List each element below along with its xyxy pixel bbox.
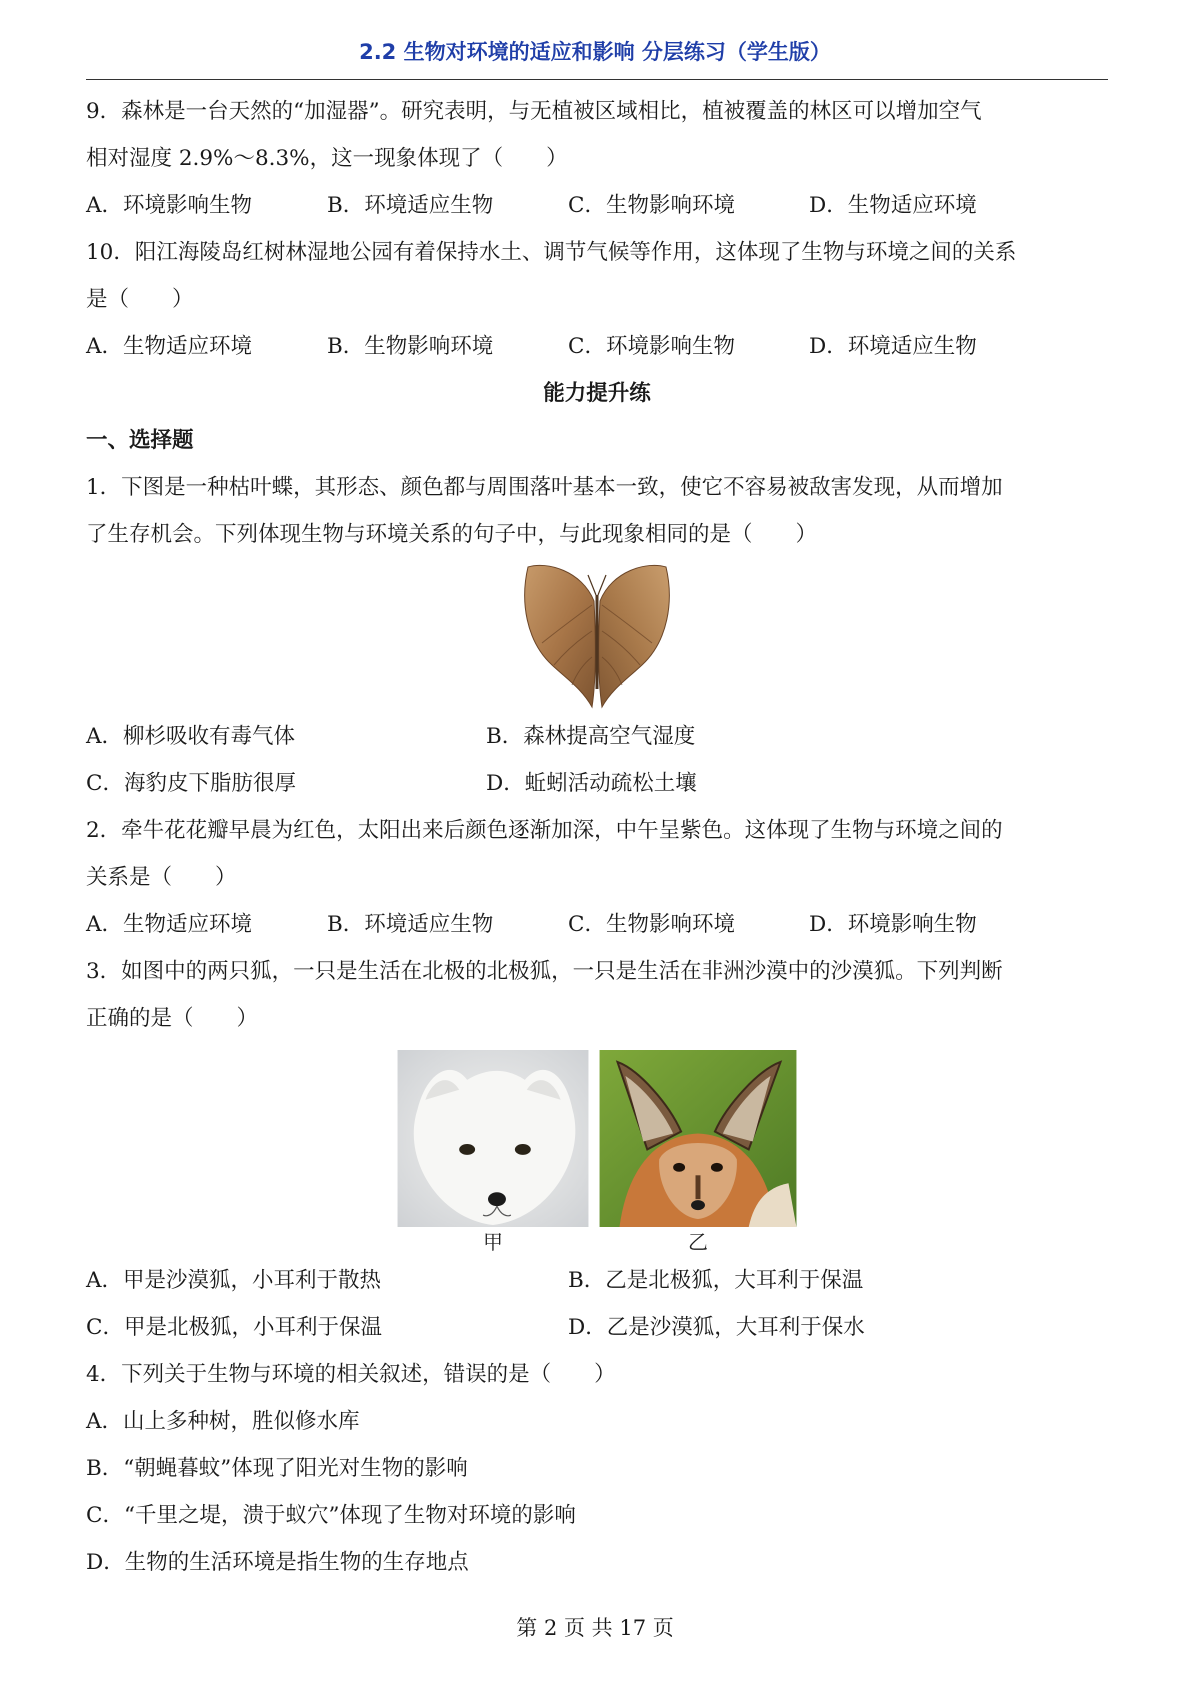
p2-option-d: D．环境影响生物: [809, 912, 977, 937]
p1-options-row2: [86, 760, 1108, 807]
p4-option-d: D．生物的生活环境是指生物的生存地点: [86, 1550, 469, 1575]
page-header-title: 2.2 生物对环境的适应和影响 分层练习（学生版）: [359, 40, 831, 64]
section-title: 能力提升练: [543, 381, 651, 406]
desert-fox-cell: [599, 1050, 797, 1257]
p4-option-b: B．“朝蝇暮蚊”体现了阳光对生物的影响: [86, 1456, 468, 1481]
leaf-butterfly-image: [522, 561, 672, 711]
p4-option-a: A．山上多种树，胜似修水库: [86, 1409, 360, 1434]
p2-options: [86, 901, 1108, 948]
fox-figure: [86, 1042, 1108, 1257]
p3-stem-line1: 3．如图中的两只狐，一只是生活在北极的北极狐，一只是生活在非洲沙漠中的沙漠狐。下列判断: [86, 959, 1003, 984]
q10-option-b: B．生物影响环境: [327, 334, 494, 359]
p3-stem-line2: 正确的是（ ）: [86, 1006, 259, 1031]
q9-option-b: B．环境适应生物: [327, 193, 494, 218]
q10-option-a: A．生物适应环境: [86, 334, 253, 359]
q10-option-c: C．环境影响生物: [568, 334, 735, 359]
p3-options-row2: [86, 1304, 1108, 1351]
butterfly-figure: [86, 558, 1108, 713]
p1-option-d: D．蚯蚓活动疏松土壤: [486, 771, 697, 796]
p1-stem-line2: 了生存机会。下列体现生物与环境关系的句子中，与此现象相同的是（ ）: [86, 522, 818, 547]
p3-option-d: D．乙是沙漠狐，大耳利于保水: [568, 1315, 865, 1340]
q9-option-c: C．生物影响环境: [568, 193, 735, 218]
p4-option-c: C．“千里之堤，溃于蚁穴”体现了生物对环境的影响: [86, 1503, 576, 1528]
subsection-title: 一、选择题: [86, 428, 194, 453]
page-footer: 第 2 页 共 17 页: [516, 1616, 674, 1640]
q9-stem-line1: 9．森林是一台天然的“加湿器”。研究表明，与无植被区域相比，植被覆盖的林区可以增加空气: [86, 99, 982, 124]
p3-option-c: C．甲是北极狐，小耳利于保温: [86, 1315, 382, 1340]
caption-yi: 乙: [688, 1230, 708, 1254]
p1-options-row1: [86, 713, 1108, 760]
q9-options: [86, 182, 1108, 229]
q10-option-d: D．环境适应生物: [809, 334, 977, 359]
header-divider: [86, 79, 1108, 80]
p1-stem-line1: 1．下图是一种枯叶蝶，其形态、颜色都与周围落叶基本一致，使它不容易被敌害发现，从而增加: [86, 475, 1003, 500]
p3-option-b: B．乙是北极狐，大耳利于保温: [568, 1268, 864, 1293]
p1-option-c: C．海豹皮下脂肪很厚: [86, 771, 296, 796]
q9-option-d: D．生物适应环境: [809, 193, 977, 218]
p2-option-a: A．生物适应环境: [86, 912, 253, 937]
p3-option-a: A．甲是沙漠狐，小耳利于散热: [86, 1268, 382, 1293]
p3-options-row1: [86, 1257, 1108, 1304]
p4-stem-line1: 4．下列关于生物与环境的相关叙述，错误的是（ ）: [86, 1362, 616, 1387]
arctic-fox-image: [397, 1050, 589, 1227]
q9-option-a: A．环境影响生物: [86, 193, 253, 218]
desert-fox-image: [599, 1050, 797, 1227]
q10-stem-line2: 是（ ）: [86, 287, 194, 312]
q9-stem-line2: 相对湿度 2.9%～8.3%，这一现象体现了（ ）: [86, 146, 568, 171]
p2-option-c: C．生物影响环境: [568, 912, 735, 937]
p2-stem-line2: 关系是（ ）: [86, 865, 237, 890]
p2-option-b: B．环境适应生物: [327, 912, 494, 937]
q10-stem-line1: 10．阳江海陵岛红树林湿地公园有着保持水土、调节气候等作用，这体现了生物与环境之间的关系: [86, 240, 1017, 265]
p1-option-a: A．柳杉吸收有毒气体: [86, 724, 296, 749]
q10-options: [86, 323, 1108, 370]
p1-option-b: B．森林提高空气湿度: [486, 724, 696, 749]
p2-stem-line1: 2．牵牛花花瓣早晨为红色，太阳出来后颜色逐渐加深，中午呈紫色。这体现了生物与环境之间的: [86, 818, 1003, 843]
arctic-fox-cell: [397, 1050, 589, 1257]
caption-jia: 甲: [483, 1230, 503, 1254]
document-body: [86, 88, 1108, 1586]
